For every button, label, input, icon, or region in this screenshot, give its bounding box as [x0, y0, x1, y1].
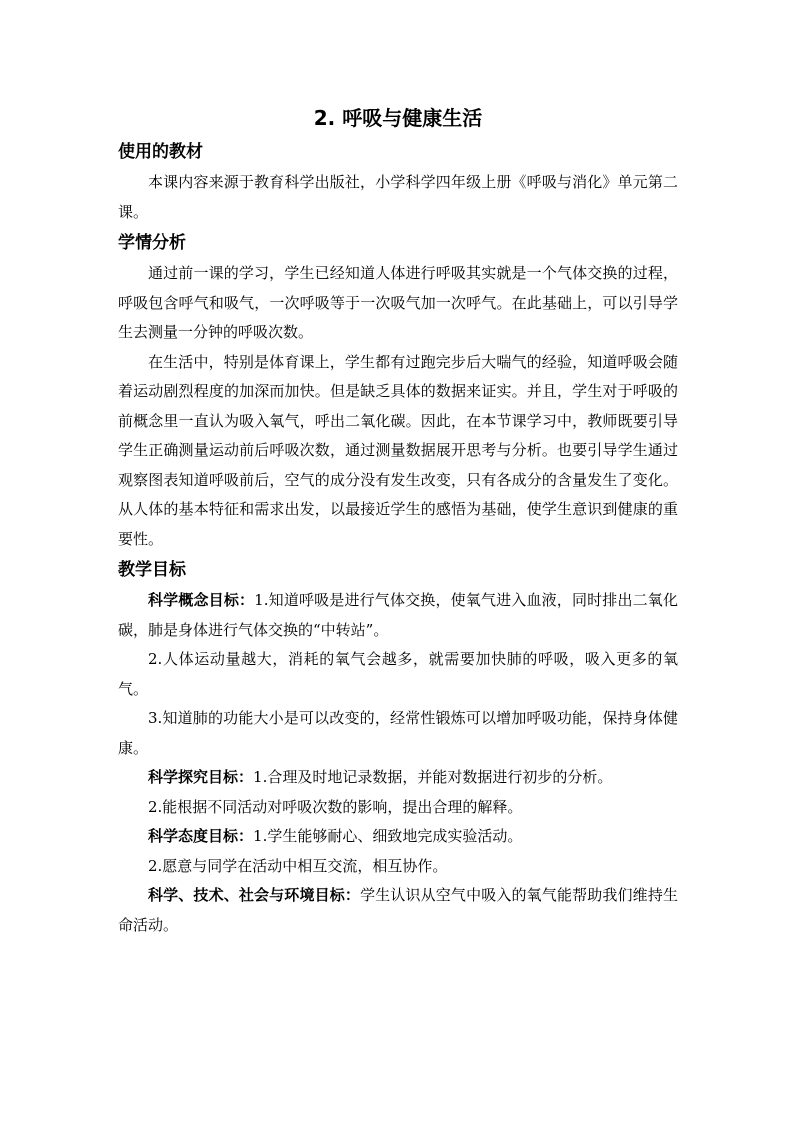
- attitude-objective-item-2: 2.愿意与同学在活动中相互交流，相互协作。: [148, 856, 448, 875]
- attitude-objective-text-1: 1.学生能够耐心、细致地完成实验活动。: [253, 827, 523, 845]
- concept-objective-item-3: 3.知道肺的功能大小是可以改变的，经常性锻炼可以增加呼吸功能，保持身体健康。: [118, 709, 678, 757]
- attitude-objective-item-1: [118, 822, 678, 852]
- concept-objective-item-2: 2.人体运动量越大，消耗的氧气会越多，就需要加快肺的呼吸，吸入更多的氧气。: [118, 650, 678, 698]
- document-page: [118, 100, 678, 940]
- sts-objective-label: 科学、技术、社会与环境目标: [148, 886, 345, 904]
- section-materials: [118, 136, 678, 227]
- inquiry-objective-item-1: [118, 763, 678, 793]
- sts-objective-separator: ：: [344, 886, 361, 904]
- inquiry-objective-item-2: 2.能根据不同活动对呼吸次数的影响，提出合理的解释。: [148, 797, 523, 816]
- section-heading-objectives: 教学目标: [118, 560, 186, 580]
- sts-objective-item-1: [118, 881, 678, 940]
- analysis-paragraph-1: 通过前一课的学习，学生已经知道人体进行呼吸其实就是一个气体交换的过程，呼吸包含呼气和吸气，一次呼吸等于一次吸气加一次呼气。在此基础上，可以引导学生去测量一分钟的呼吸次数。: [118, 264, 678, 341]
- section-heading-analysis: 学情分析: [118, 233, 186, 253]
- materials-paragraph: 本课内容来源于教育科学出版社，小学科学四年级上册《呼吸与消化》单元第二课。: [118, 173, 678, 221]
- analysis-paragraph-2: 在生活中，特别是体育课上，学生都有过跑完步后大喘气的经验，知道呼吸会随着运动剧烈程度的加深而加快。但是缺乏具体的数据来证实。并且，学生对于呼吸的前概念里一直认为吸入氧气，呼出二氧化碳。因此，在本节课学习中，教师既要引导学生正确测量运动前后呼吸次数，通过测量数据展开思考与分析。也要引导学生通过观察图表知道呼吸前后，空气的成分没有发生改变，只有各成分的含量发生了变化。从人体的基本特征和需求出发，以最接近学生的感悟为基础，使学生意识到健康的重要性。: [118, 352, 678, 548]
- inquiry-objective-separator: ：: [238, 768, 254, 786]
- sts-objective-text-1: 学生认识从空气中吸入的氧气能帮助我们维持生命活动。: [118, 886, 678, 934]
- concept-objective-label: 科学概念目标: [148, 591, 239, 609]
- concept-objective-item-1: [118, 586, 678, 645]
- section-objectives: [118, 554, 678, 940]
- section-analysis: [118, 227, 678, 554]
- concept-objective-text-1: 1.知道呼吸是进行气体交换，使氧气进入血液，同时排出二氧化碳，肺是身体进行气体交换的“中转站”。: [118, 591, 678, 639]
- document-title: 2. 呼吸与健康生活: [313, 106, 483, 130]
- inquiry-objective-text-1: 1.合理及时地记录数据，并能对数据进行初步的分析。: [253, 768, 613, 786]
- concept-objective-separator: ：: [239, 591, 255, 609]
- inquiry-objective-label: 科学探究目标: [148, 768, 239, 786]
- section-heading-materials: 使用的教材: [118, 142, 203, 162]
- attitude-objective-separator: ：: [238, 827, 254, 845]
- attitude-objective-label: 科学态度目标: [148, 827, 239, 845]
